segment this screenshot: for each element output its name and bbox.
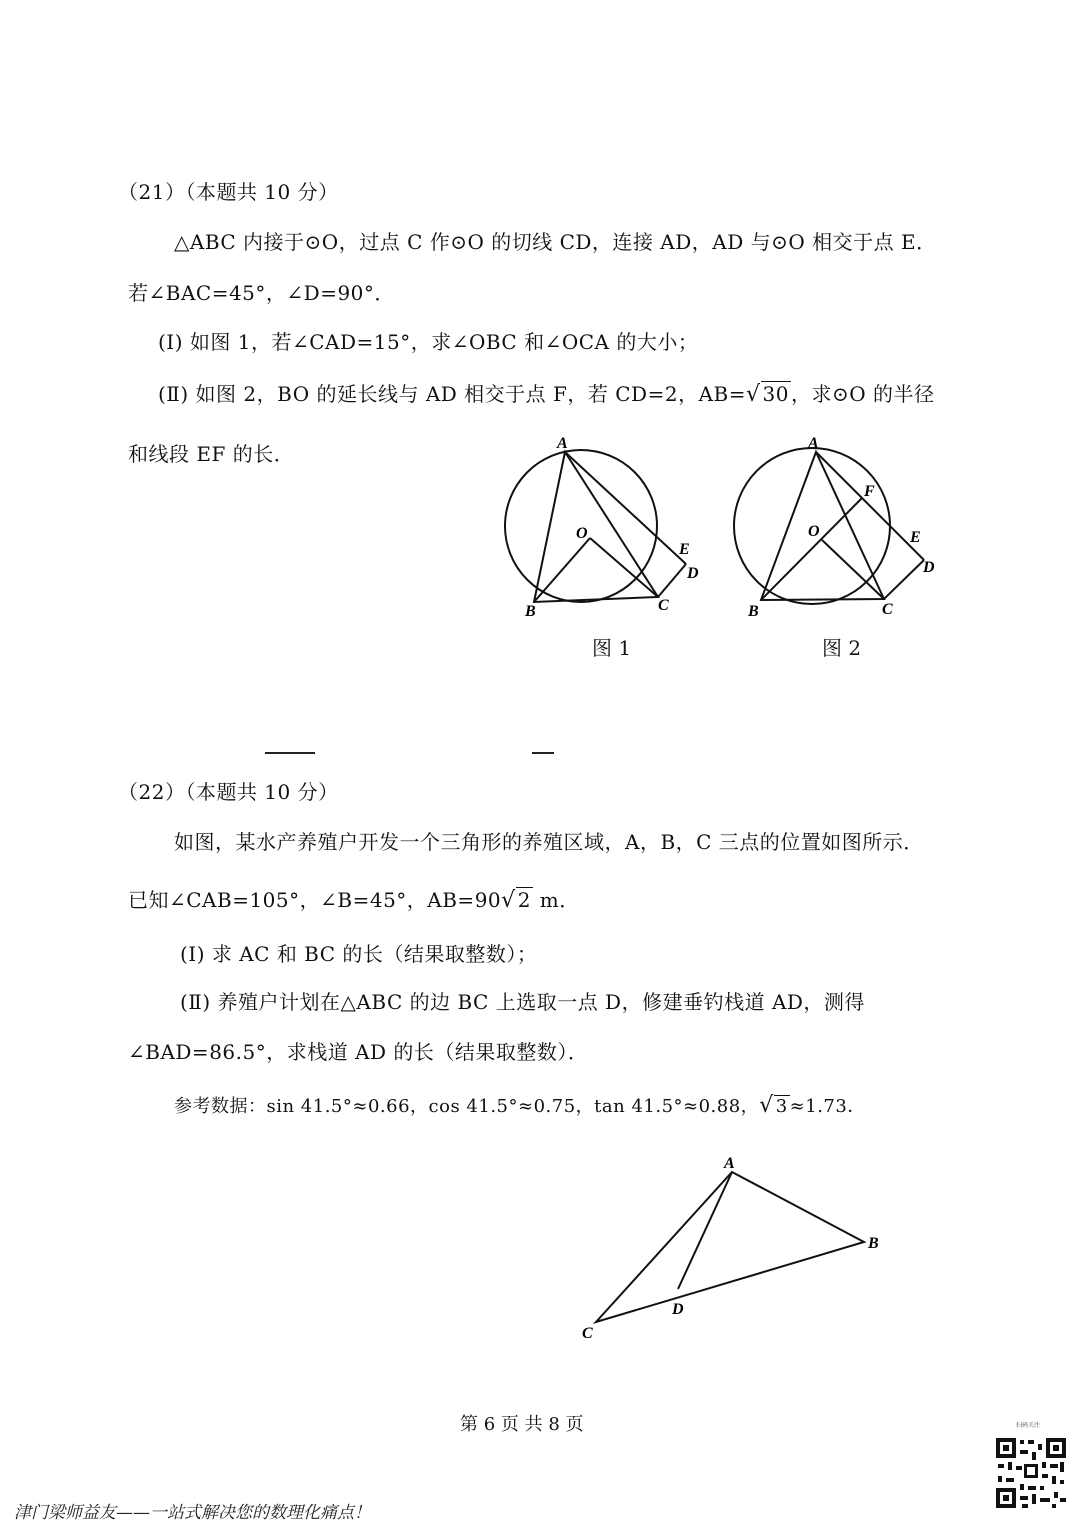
fig2-segment-ad — [816, 452, 924, 560]
fig1-label-o: O — [576, 525, 588, 542]
fig1-label-e: E — [679, 541, 690, 558]
q21-part1: (Ⅰ) 如图 1，若∠CAD=15°，求∠OBC 和∠OCA 的大小； — [158, 330, 699, 354]
sqrt-3-radicand: 3 — [775, 1096, 788, 1117]
q22-part2-line2: ∠BAD=86.5°，求栈道 AD 的长（结果取整数）． — [128, 1040, 589, 1064]
q22-stem-line2-text-b: m． — [532, 888, 580, 912]
qr-caption: 扫码关注 — [1016, 1422, 1041, 1429]
q21-part2-text-b: ，求⊙O 的半径 — [790, 382, 935, 406]
fig2-segment-oc — [822, 540, 884, 599]
q22-stem-line1: 如图，某水产养殖户开发一个三角形的养殖区域，A，B，C 三点的位置如图所示． — [174, 830, 924, 854]
fig2-caption: 图 2 — [822, 636, 862, 660]
fig2-segment-bf — [761, 498, 862, 600]
q21-figure-1 — [490, 430, 720, 640]
q22-heading: （22）（本题共 10 分） — [118, 780, 339, 804]
q22-reference-text-a: 参考数据：sin 41.5°≈0.66，cos 41.5°≈0.75，tan 41.5°≈0.88， — [174, 1096, 760, 1117]
fig2-label-e: E — [910, 529, 921, 546]
q22-stem-line2-text-a: 已知∠CAB=105°，∠B=45°，AB=90 — [128, 888, 502, 912]
fig1-label-a: A — [557, 435, 568, 452]
fig2-triangle-abc — [761, 452, 884, 600]
fig1-label-d: D — [687, 565, 699, 582]
fig1-segment-cd — [658, 564, 686, 597]
fig2-label-b: B — [748, 603, 759, 620]
q21-part2-text-a: (Ⅱ) 如图 2，BO 的延长线与 AD 相交于点 F，若 CD=2，AB= — [158, 382, 746, 406]
sqrt-30-radicand: 30 — [762, 382, 789, 406]
fig1-segment-ob — [534, 538, 590, 602]
fig2-label-o: O — [808, 523, 820, 540]
q21-stem-line2: 若∠BAC=45°，∠D=90°． — [128, 281, 395, 305]
q22-figure — [570, 1150, 900, 1350]
q22-label-d: D — [672, 1301, 684, 1318]
q22-triangle-abc — [596, 1172, 864, 1322]
q22-part2-line1: (Ⅱ) 养殖户计划在△ABC 的边 BC 上选取一点 D，修建垂钓栈道 AD，测得 — [180, 990, 865, 1014]
fig2-label-d: D — [923, 559, 935, 576]
q21-part2 — [158, 378, 934, 407]
q22-reference-data — [174, 1092, 866, 1118]
qr-code-image — [994, 1436, 1068, 1510]
q21-figure-2 — [720, 430, 950, 640]
fig2-segment-cd — [884, 560, 924, 599]
sqrt-3: √ 3 — [759, 1093, 788, 1118]
sqrt-2: √ 2 — [501, 888, 531, 913]
q22-label-c: C — [582, 1325, 593, 1342]
sqrt-30: √ 30 — [745, 382, 789, 407]
q21-part2-line2: 和线段 EF 的长． — [128, 442, 295, 466]
q22-stem-line2 — [128, 884, 580, 913]
page-number: 第 6 页 共 8 页 — [460, 1414, 584, 1435]
fig1-label-b: B — [525, 603, 536, 620]
fig2-label-c: C — [882, 601, 893, 618]
q22-reference-text-b: ≈1.73． — [789, 1096, 866, 1117]
separator-dash-right — [532, 752, 554, 754]
q21-heading: （21）（本题共 10 分） — [118, 180, 339, 204]
q22-segment-ad — [678, 1172, 732, 1289]
q22-label-a: A — [724, 1155, 735, 1172]
q22-part1: (Ⅰ) 求 AC 和 BC 的长（结果取整数）； — [180, 942, 538, 966]
sqrt-2-radicand: 2 — [517, 888, 531, 912]
separator-dash-left — [265, 752, 315, 754]
footer-watermark: 津门梁师益友——一站式解决您的数理化痛点！ — [14, 1503, 371, 1523]
q22-label-b: B — [868, 1235, 879, 1252]
q21-stem-line1: △ABC 内接于⊙O，过点 C 作⊙O 的切线 CD，连接 AD，AD 与⊙O 相交于点 E． — [174, 230, 937, 254]
fig1-caption: 图 1 — [592, 636, 632, 660]
fig2-label-f: F — [864, 483, 875, 500]
fig1-label-c: C — [658, 597, 669, 614]
fig2-label-a: A — [808, 435, 819, 452]
